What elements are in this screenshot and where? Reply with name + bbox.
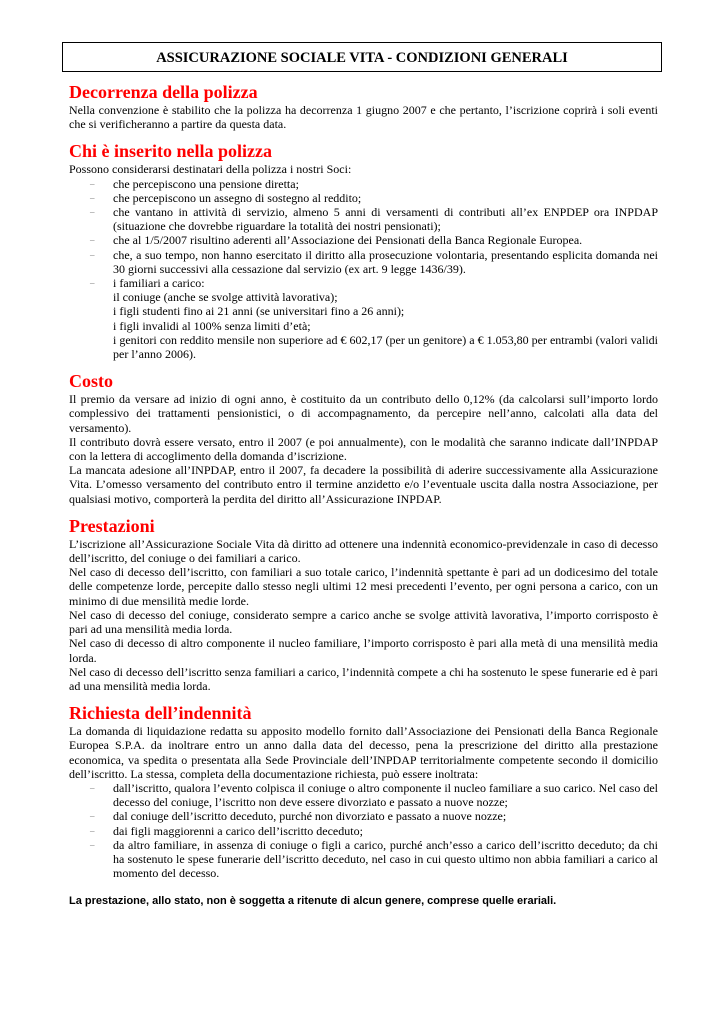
prestazioni-paragraph: Nel caso di decesso del coniuge, considerato sempre a carico anche se svolge attività lavorativa, l’importo corrisposto è pari ad una mensilità media lorda. <box>69 607 658 637</box>
familiari-line: i figli studenti fino ai 21 anni (se universitari fino a 26 anni); <box>113 304 405 319</box>
list-item <box>69 824 658 838</box>
richiesta-list <box>69 781 658 880</box>
familiari-line: i figli invalidi al 100% senza limiti d’età; <box>113 318 311 333</box>
inserito-intro: Possono considerarsi destinatari della polizza i nostri Soci: <box>69 162 352 177</box>
dash-bullet-icon: – <box>90 178 95 189</box>
prestazioni-paragraph: L’iscrizione all’Assicurazione Sociale Vita dà diritto ad ottenere una indennità economico-previdenzale in caso di decesso dell’iscritto, del coniuge o dei familiari a carico. <box>69 536 658 566</box>
familiari-label: i familiari a carico: <box>113 276 205 291</box>
costo-paragraph: La mancata adesione all’INPDAP, entro il 2007, fa decadere la possibilità di aderire successivamente alla Assicurazione Vita. L’omesso versamento del contributo entro il termine anzidetto e/o l’eventuale uscita dalla nostra Associazione, per qualsiasi motivo, comporterà la perdita del diritto all’Assicurazione INPDAP. <box>69 463 658 506</box>
footer-note: La prestazione, allo stato, non è soggetta a ritenute di alcun genere, comprese quelle erariali. <box>69 895 557 908</box>
prestazioni-paragraph: Nel caso di decesso dell’iscritto senza familiari a carico, l’indennità compete a chi ha sostenuto le spese funerarie ed è pari ad una mensilità media lorda. <box>69 664 658 693</box>
list-item-text: che vantano in attività di servizio, almeno 5 anni di versamenti di contributi all’ex ENPDEP ora INPDAP (situazione che dovrebbe riguardare la totalità dei nostri pensionati); <box>113 205 658 234</box>
heading-costo: Costo <box>69 371 113 392</box>
prestazioni-paragraph: Nel caso di decesso di altro componente il nucleo familiare, l’importo corrisposto è pari alla metà di una mensilità media lorda. <box>69 636 658 665</box>
decorrenza-text: Nella convenzione è stabilito che la polizza ha decorrenza 1 giugno 2007 e che pertanto, l’iscrizione coprirà i soli eventi che si verificheranno a partire da questa data. <box>69 103 658 132</box>
dash-bullet-icon: – <box>90 249 95 260</box>
list-item-text: dall’iscritto, qualora l’evento colpisca il coniuge o altro componente il nucleo familiare a suo carico. Nel caso del decesso del coniuge, l’iscritto non deve essere divorziato e passato a nuove nozze; <box>113 780 658 810</box>
heading-richiesta: Richiesta dell’indennità <box>69 703 252 724</box>
dash-bullet-icon: – <box>90 207 95 218</box>
list-item <box>69 205 658 233</box>
list-item <box>69 233 658 247</box>
section-prestazioni <box>69 516 658 693</box>
list-item-text: che percepiscono una pensione diretta; <box>113 176 299 191</box>
list-item <box>69 248 658 276</box>
list-item <box>69 809 658 823</box>
list-item <box>69 191 658 205</box>
costo-paragraph: Il premio da versare ad inizio di ogni anno, è costituito da un contributo dello 0,12% (da calcolarsi sull’importo lordo complessivo dei trattamenti pensionistici, o di accompagnamento, da percepire nell’anno, calcolati alla data del versamento). <box>69 392 658 435</box>
prestazioni-paragraph: Nel caso di decesso dell’iscritto, con familiari a suo totale carico, l’indennità spettante è pari ad un dodicesimo del totale delle competenze lorde, percepite dallo stesso negli ultimi 12 mesi precedenti l’evento, per ogni persona a carico, con un minimo di due mensilità medie lorde. <box>69 565 658 608</box>
section-richiesta <box>69 703 658 880</box>
dash-bullet-icon: – <box>90 192 95 203</box>
document-body <box>69 82 658 908</box>
list-item-familiari <box>69 276 658 361</box>
heading-decorrenza: Decorrenza della polizza <box>69 82 258 102</box>
list-item <box>69 838 658 881</box>
dash-bullet-icon: – <box>90 825 95 836</box>
richiesta-intro: La domanda di liquidazione redatta su apposito modello fornito dall’Associazione dei Pensionati della Banca Regionale Europea S.P.A. da inoltrare entro un anno dalla data del decesso, pena la prescrizione del diritto alla prestazione economica, va spedita o presentata alla Sede Provinciale dell’INPDAP territorialmente competente secondo il domicilio dell’iscritto. La stessa, completa della documentazione richiesta, può essere inoltrata: <box>69 724 658 781</box>
section-inserito <box>69 141 658 361</box>
list-item-text: che, a suo tempo, non hanno esercitato il diritto alla prosecuzione volontaria, presentando esplicita domanda nei 30 giorni successivi alla cessazione dal servizio (ex art. 9 legge 1436/39). <box>113 247 658 276</box>
list-item-text: dai figli maggiorenni a carico dell’iscritto deceduto; <box>113 823 363 838</box>
list-item <box>69 781 658 809</box>
familiari-line: il coniuge (anche se svolge attività lavorativa); <box>113 290 338 305</box>
costo-paragraph: Il contributo dovrà essere versato, entro il 2007 (e poi annualmente), con le modalità che saranno indicate dall’INPDAP con la lettera di accoglimento della domanda d’iscrizione. <box>69 434 658 464</box>
dash-bullet-icon: – <box>90 811 95 822</box>
list-item-text: da altro familiare, in assenza di coniuge o figli a carico, purché anch’esso a carico dell’iscritto deceduto; da chi ha sostenuto le spese funerarie dell’iscritto deceduto, nel caso in cui questo ultimo non abbia familiari a carico al momento del decesso. <box>113 837 658 881</box>
inserito-list <box>69 177 658 362</box>
heading-inserito: Chi è inserito nella polizza <box>69 141 272 162</box>
familiari-line: i genitori con reddito mensile non superiore ad € 602,17 (per un genitore) a € 1.053,80 per entrambi (valori validi per l’anno 2006). <box>113 332 658 362</box>
dash-bullet-icon: – <box>90 782 95 793</box>
list-item <box>69 177 658 191</box>
list-item-text: che percepiscono un assegno di sostegno al reddito; <box>113 190 362 205</box>
heading-prestazioni: Prestazioni <box>69 515 155 536</box>
section-decorrenza <box>69 82 658 131</box>
list-item-text: che al 1/5/2007 risultino aderenti all’Associazione dei Pensionati della Banca Regionale Europea. <box>113 233 583 248</box>
list-item-text: dal coniuge dell’iscritto deceduto, purché non divorziato e passato a nuove nozze; <box>113 809 507 824</box>
section-costo <box>69 371 658 506</box>
dash-bullet-icon: – <box>90 235 95 246</box>
dash-bullet-icon: – <box>90 839 95 850</box>
document-title: ASSICURAZIONE SOCIALE VITA - CONDIZIONI GENERALI <box>62 42 662 72</box>
dash-bullet-icon: – <box>90 278 95 289</box>
